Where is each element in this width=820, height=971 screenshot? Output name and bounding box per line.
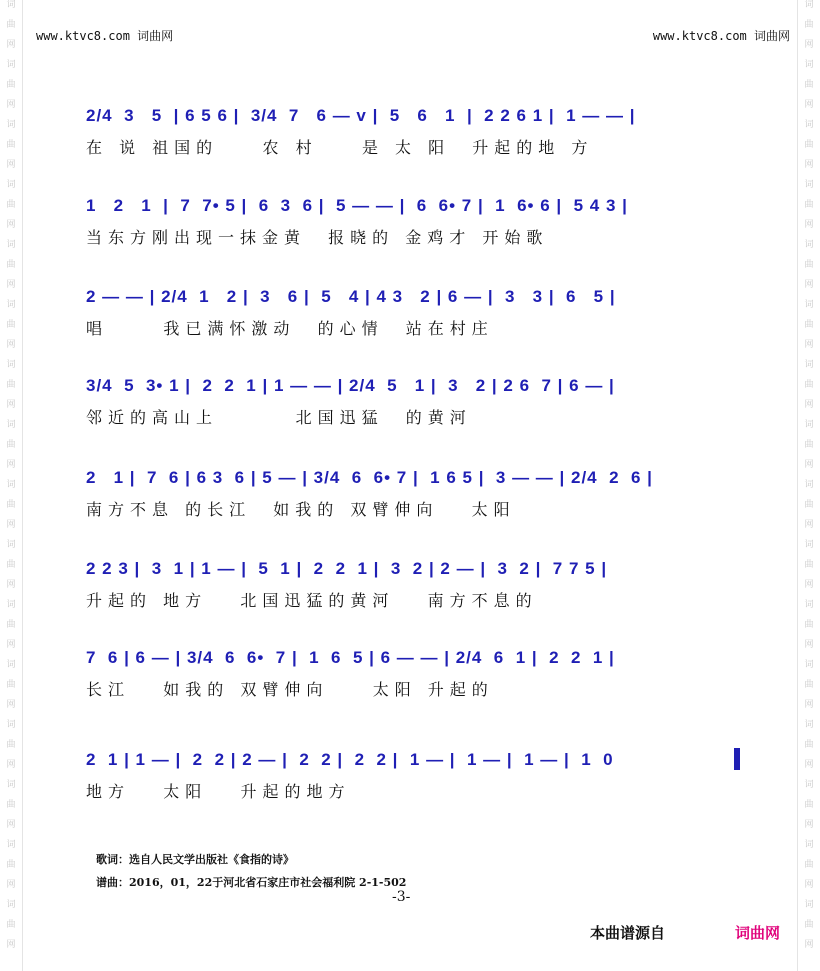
notes-line-2: 1 2 1 | 7 7• 5 | 6 3 6 | 5 — — | 6 6• 7 | 1 6• 6 | 5 4 3 | (86, 196, 628, 215)
watermark-glyph: 网 (6, 520, 16, 530)
notes-line-8: 2 1 | 1 — | 2 2 | 2 — | 2 2 | 2 2 | 1 — | 1 — | 1 — | 1 0 (86, 750, 614, 769)
watermark-glyph: 网 (804, 940, 814, 950)
watermark-glyph: 曲 (6, 140, 16, 150)
watermark-glyph: 网 (6, 640, 16, 650)
notes-line-1: 2/4 3 5 | 6 5 6 | 3/4 7 6 — v | 5 6 1 | 2 2 6 1 | 1 — — | (86, 106, 636, 125)
watermark-glyph: 曲 (6, 920, 16, 930)
watermark-glyph: 曲 (6, 620, 16, 630)
watermark-glyph: 网 (6, 100, 16, 110)
notes-line-3: 2 — — | 2/4 1 2 | 3 6 | 5 4 | 4 3 2 | 6 — | 3 3 | 6 5 | (86, 287, 616, 306)
watermark-glyph: 词 (804, 720, 814, 730)
watermark-glyph: 网 (6, 160, 16, 170)
watermark-glyph: 曲 (804, 320, 814, 330)
score-line-6 (86, 549, 736, 613)
watermark-glyph: 网 (804, 520, 814, 530)
watermark-glyph: 词 (6, 360, 16, 370)
watermark-glyph: 网 (6, 820, 16, 830)
watermark-glyph: 曲 (804, 500, 814, 510)
watermark-glyph: 网 (6, 40, 16, 50)
notes-line-7: 7 6 | 6 — | 3/4 6 6• 7 | 1 6 5 | 6 — — | 2/4 6 1 | 2 2 1 | (86, 648, 615, 667)
watermark-glyph: 词 (6, 480, 16, 490)
watermark-glyph: 网 (804, 100, 814, 110)
source-label: 本曲谱源自 (590, 924, 666, 942)
watermark-glyph: 词 (804, 420, 814, 430)
watermark-glyph: 曲 (6, 500, 16, 510)
watermark-glyph: 网 (6, 460, 16, 470)
watermark-glyph: 词 (804, 660, 814, 670)
notes-line-6: 2 2 3 | 3 1 | 1 — | 5 1 | 2 2 1 | 3 2 | 2 — | 3 2 | 7 7 5 | (86, 559, 608, 578)
watermark-glyph: 曲 (6, 860, 16, 870)
watermark-glyph: 曲 (804, 440, 814, 450)
watermark-glyph: 词 (804, 300, 814, 310)
watermark-glyph: 曲 (6, 200, 16, 210)
watermark-glyph: 词 (804, 540, 814, 550)
watermark-glyph: 曲 (6, 80, 16, 90)
watermark-glyph: 曲 (804, 380, 814, 390)
watermark-glyph: 词 (804, 600, 814, 610)
watermark-glyph: 词 (6, 60, 16, 70)
watermark-glyph: 曲 (6, 260, 16, 270)
watermark-glyph: 网 (6, 760, 16, 770)
end-barline (734, 748, 740, 770)
watermark-glyph: 曲 (6, 740, 16, 750)
watermark-glyph: 词 (804, 0, 814, 10)
lyrics-line-6: 升起的 地方 北国迅猛的黄河 南方不息的 (86, 591, 538, 610)
lyrics-line-5: 南方不息 的长江 如我的 双臂伸向 太阳 (86, 500, 516, 519)
source-brand: 词曲网 (735, 924, 781, 942)
lyrics-line-2: 当东方刚出现一抹金黄 报晓的 金鸡才 开始歌 (86, 228, 549, 247)
watermark-glyph: 词 (804, 360, 814, 370)
watermark-glyph: 词 (6, 900, 16, 910)
watermark-glyph: 词 (6, 660, 16, 670)
watermark-glyph: 词 (804, 120, 814, 130)
watermark-glyph: 曲 (6, 20, 16, 30)
watermark-glyph: 网 (6, 280, 16, 290)
notes-line-5: 2 1 | 7 6 | 6 3 6 | 5 — | 3/4 6 6• 7 | 1 6 5 | 3 — — | 2/4 2 6 | (86, 468, 653, 487)
watermark-glyph: 词 (6, 300, 16, 310)
watermark-glyph: 网 (6, 400, 16, 410)
watermark-glyph: 网 (6, 220, 16, 230)
watermark-glyph: 曲 (804, 740, 814, 750)
watermark-glyph: 网 (804, 820, 814, 830)
score-line-8 (86, 740, 736, 804)
watermark-glyph: 曲 (804, 260, 814, 270)
watermark-glyph: 曲 (804, 920, 814, 930)
score-line-3 (86, 277, 736, 341)
watermark-glyph: 网 (804, 640, 814, 650)
watermark-glyph: 曲 (6, 800, 16, 810)
watermark-glyph: 词 (804, 240, 814, 250)
watermark-glyph: 曲 (804, 560, 814, 570)
watermark-glyph: 曲 (6, 440, 16, 450)
watermark-glyph: 网 (6, 700, 16, 710)
watermark-glyph: 网 (804, 40, 814, 50)
lyrics-line-8: 地方 太阳 升起的地方 (86, 782, 351, 801)
watermark-glyph: 网 (804, 220, 814, 230)
watermark-glyph: 词 (804, 840, 814, 850)
watermark-glyph: 网 (804, 700, 814, 710)
score-line-2 (86, 186, 736, 250)
watermark-glyph: 词 (804, 900, 814, 910)
watermark-glyph: 曲 (804, 80, 814, 90)
watermark-glyph: 词 (804, 780, 814, 790)
score-credit: 谱曲：2016，01，22于河北省石家庄市社会福利院 2-1-502 (96, 876, 407, 889)
right-watermark-strip (797, 0, 820, 971)
watermark-glyph: 网 (804, 280, 814, 290)
watermark-glyph: 词 (6, 240, 16, 250)
watermark-glyph: 曲 (6, 380, 16, 390)
watermark-glyph: 网 (6, 580, 16, 590)
watermark-glyph: 词 (6, 420, 16, 430)
watermark-glyph: 词 (6, 600, 16, 610)
watermark-glyph: 曲 (6, 560, 16, 570)
watermark-glyph: 曲 (804, 140, 814, 150)
header-site-left: www.ktvc8.com 词曲网 (36, 29, 174, 43)
watermark-glyph: 曲 (804, 200, 814, 210)
watermark-glyph: 网 (6, 880, 16, 890)
watermark-glyph: 词 (6, 780, 16, 790)
watermark-glyph: 网 (804, 880, 814, 890)
score-line-7 (86, 638, 736, 702)
watermark-glyph: 词 (6, 120, 16, 130)
watermark-glyph: 网 (804, 760, 814, 770)
watermark-glyph: 网 (804, 580, 814, 590)
watermark-glyph: 曲 (6, 680, 16, 690)
lyrics-line-3: 唱 我已满怀激动 的心情 站在村庄 (86, 319, 494, 338)
watermark-glyph: 网 (804, 340, 814, 350)
watermark-glyph: 词 (6, 180, 16, 190)
score-line-5 (86, 458, 736, 522)
watermark-glyph: 词 (804, 60, 814, 70)
notes-line-4: 3/4 5 3• 1 | 2 2 1 | 1 — — | 2/4 5 1 | 3 2 | 2 6 7 | 6 — | (86, 376, 615, 395)
score-line-4 (86, 366, 736, 430)
lyrics-line-1: 在 说 祖国的 农 村 是 太 阳 升起的地 方 (86, 138, 594, 157)
watermark-glyph: 网 (6, 340, 16, 350)
watermark-glyph: 曲 (804, 860, 814, 870)
watermark-glyph: 词 (6, 540, 16, 550)
watermark-glyph: 词 (6, 720, 16, 730)
watermark-glyph: 曲 (804, 620, 814, 630)
lyrics-line-4: 邻近的高山上 北国迅猛 的黄河 (86, 408, 472, 427)
score-line-1 (86, 96, 736, 160)
watermark-glyph: 词 (804, 180, 814, 190)
watermark-glyph: 网 (804, 460, 814, 470)
header-site-right: www.ktvc8.com 词曲网 (652, 29, 790, 43)
watermark-glyph: 词 (6, 840, 16, 850)
watermark-glyph: 网 (804, 400, 814, 410)
lyrics-credit: 歌词：选自人民文学出版社《食指的诗》 (96, 853, 294, 866)
watermark-glyph: 网 (6, 940, 16, 950)
left-watermark-strip (0, 0, 23, 971)
watermark-glyph: 词 (804, 480, 814, 490)
watermark-glyph: 曲 (804, 680, 814, 690)
page-number: -3- (392, 889, 411, 905)
watermark-glyph: 曲 (804, 20, 814, 30)
lyrics-line-7: 长江 如我的 双臂伸向 太阳 升起的 (86, 680, 494, 699)
watermark-glyph: 曲 (6, 320, 16, 330)
watermark-glyph: 词 (6, 0, 16, 10)
watermark-glyph: 网 (804, 160, 814, 170)
watermark-glyph: 曲 (804, 800, 814, 810)
